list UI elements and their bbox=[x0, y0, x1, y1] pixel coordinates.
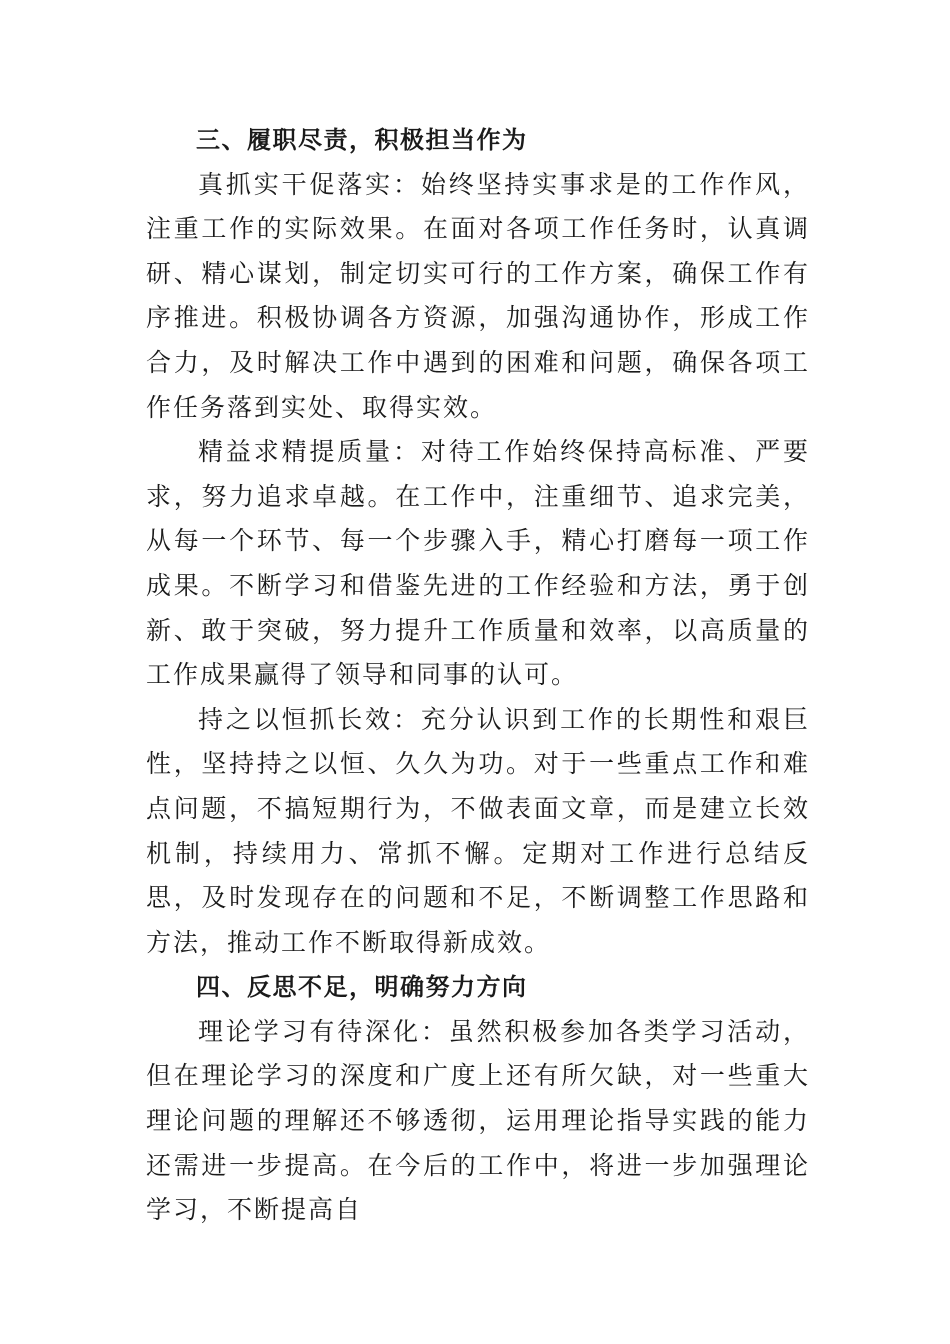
section-heading-3: 三、履职尽责，积极担当作为 bbox=[196, 126, 528, 154]
paragraph-theory-study: 理论学习有待深化：虽然积极参加各类学习活动，但在理论学习的深度和广度上还有所欠缺，对一些重大理论问题的理解还不够透彻，运用理论指导实践的能力还需进一步提高。在今后的工作中，将进一步加强理论学习，不断提高自 bbox=[146, 1016, 810, 1225]
paragraph-practical-work: 真抓实干促落实：始终坚持实事求是的工作作风，注重工作的实际效果。在面对各项工作任务时，认真调研、精心谋划，制定切实可行的工作方案，确保工作有序推进。积极协调各方资源，加强沟通协作，形成工作合力，及时解决工作中遇到的困难和问题，确保各项工作任务落到实处、取得实效。 bbox=[146, 169, 810, 422]
paragraph-quality: 精益求精提质量：对待工作始终保持高标准、严要求，努力追求卓越。在工作中，注重细节、追求完美，从每一个环节、每一个步骤入手，精心打磨每一项工作成果。不断学习和借鉴先进的工作经验和方法，勇于创新、敢于突破，努力提升工作质量和效率，以高质量的工作成果赢得了领导和同事的认可。 bbox=[146, 437, 810, 690]
paragraph-long-term: 持之以恒抓长效：充分认识到工作的长期性和艰巨性，坚持持之以恒、久久为功。对于一些重点工作和难点问题，不搞短期行为，不做表面文章，而是建立长效机制，持续用力、常抓不懈。定期对工作进行总结反思，及时发现存在的问题和不足，不断调整工作思路和方法，推动工作不断取得新成效。 bbox=[146, 704, 810, 957]
document-body bbox=[146, 118, 810, 1233]
section-heading-4: 四、反思不足，明确努力方向 bbox=[196, 973, 528, 1002]
